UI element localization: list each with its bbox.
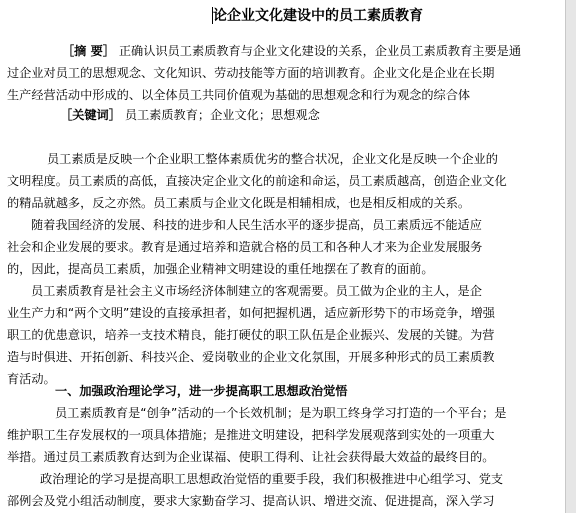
section1-line-2: 维护职工生存发展权的一项具体措施；是推进文明建设，把科学发展观落到实处的一项重大 [7,428,495,442]
body-line-6: 的，因此，提高员工素质，加强企业精神文明建设的重任地摆在了教育的面前。 [7,262,434,276]
document-title: 论企业文化建设中的员工素质教育 [213,8,423,24]
section1-line-4: 政治理论的学习是提高职工思想政治觉悟的重要手段，我们积极推进中心组学习、党支 [40,472,504,486]
body-line-9: 职工的优患意识，培养一支技术精良，能打硬仗的职工队伍是企业振兴、发展的关键。为营 [7,328,495,342]
abstract-line-2: 过企业对员工的思想观念、文化知识、劳动技能等方面的培训教育。企业文化是企业在长期 [7,66,495,80]
keywords-label: ［关键词］ [60,108,121,122]
body-line-2: 文明程度。员工素质的高低，直接决定企业文化的前途和命运，员工素质越高，创造企业文化 [7,174,507,188]
section1-line-1: 员工素质教育是“创争”活动的一个长效机制；是为职工终身学习打造的一个平台；是 [55,406,507,420]
body-line-8: 业生产力和“两个文明”建设的直接承担者，如何把握机遇，适应新形势下的市场竞争，增强 [7,306,495,320]
body-line-3: 的精品就越多，反之亦然。员工素质与企业文化既是相辅相成，也是相反相成的关系。 [7,196,471,210]
body-line-10: 造与时俱进、开拓创新、科技兴企、爱岗敬业的企业文化氛围，开展多种形式的员工素质教 [7,350,495,364]
body-line-4: 随着我国经济的发展、科技的进步和人民生活水平的逐步提高，员工素质远不能适应 [31,218,482,232]
abstract-text-1: 正确认识员工素质教育与企业文化建设的关系，企业员工素质教育主要是通 [118,44,522,58]
body-line-1: 员工素质是反映一个企业职工整体素质优劣的整合状况，企业文化是反映一个企业的 [47,152,498,166]
vertical-scrollbar[interactable] [565,0,576,513]
body-line-7: 员工素质教育是社会主义市场经济体制建立的客观需要。员工做为企业的主人，是企 [31,284,482,298]
body-line-5: 社会和企业发展的要求。教育是通过培养和造就合格的员工和各种人才来为企业发展服务 [7,240,483,254]
section1-line-3: 举措。通过员工素质教育达到为企业谋福、使职工得利、让社会获得最大效益的最终目的。 [7,450,495,464]
keywords-line [0,104,576,126]
section1-line-5: 部例会及党小组活动制度，要求大家勤奋学习、提高认识、增进交流、促进提高，深入学习 [7,494,495,508]
body-line-11: 育活动。 [7,372,56,386]
section-heading-1: 一、加强政治理论学习，进一步提高职工思想政治觉悟 [55,384,348,398]
abstract-line-1 [0,40,576,62]
abstract-line-3: 生产经营活动中形成的、以全体员工共同价值观为基础的思想观念和行为观念的综合体 [7,88,471,102]
keywords-text: 员工素质教育；企业文化；思想观念 [124,108,320,122]
abstract-label: ［摘 要］ [62,44,115,58]
